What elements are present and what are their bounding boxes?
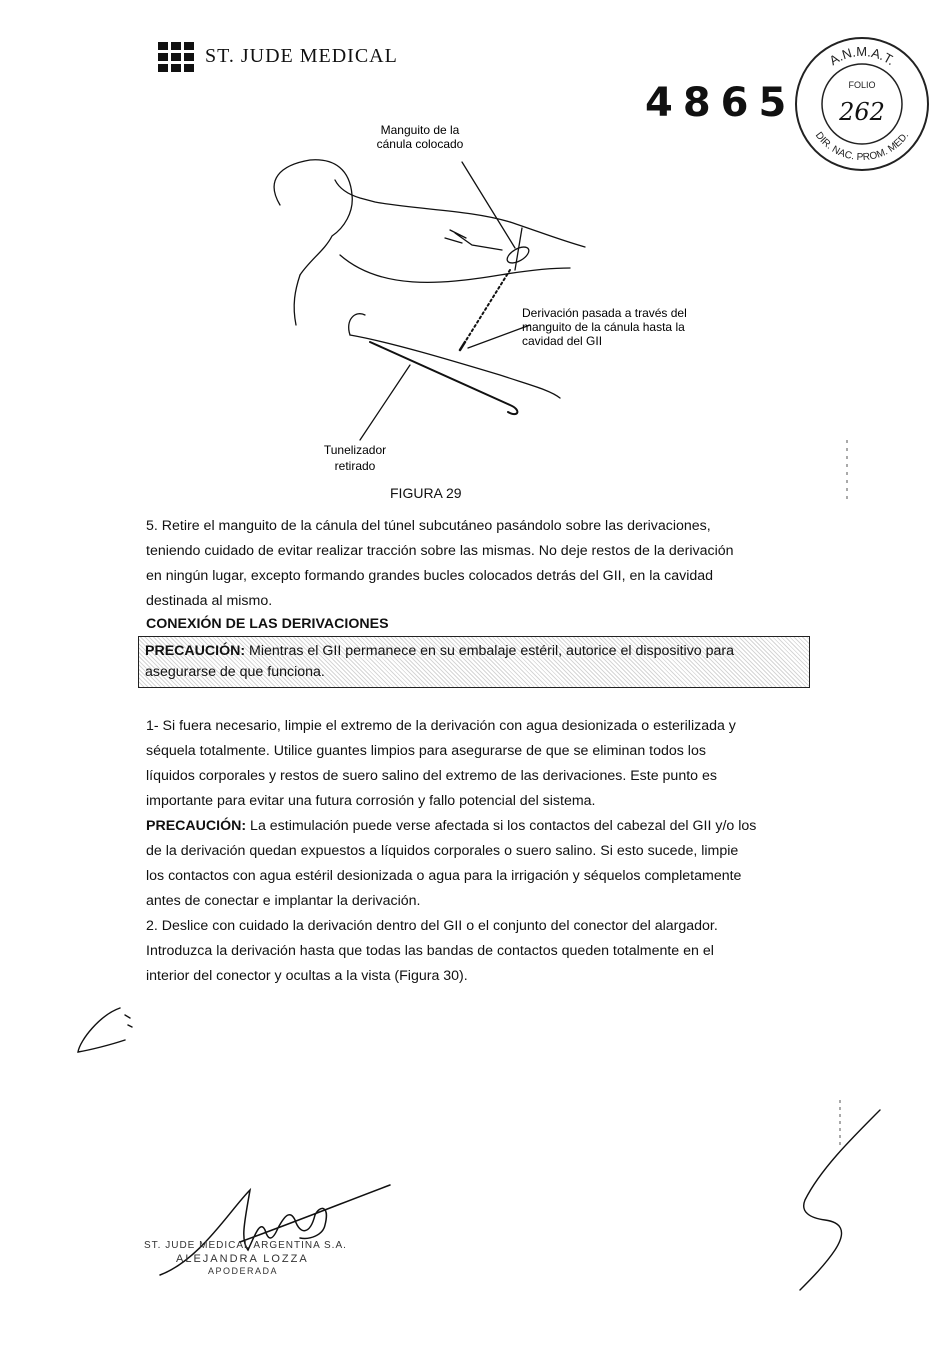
tunneler-rod bbox=[370, 342, 517, 414]
caution-text-line1: Mientras el GII permanece en su embalaje estéril, autorice el dispositivo para bbox=[245, 643, 735, 659]
stamp-folio-number: 262 bbox=[839, 98, 885, 126]
stamp-ring-text: A.N.M.A.T. bbox=[826, 43, 898, 69]
label-lead-line2: manguito de la cánula hasta la bbox=[522, 320, 685, 334]
step-2-line: 2. Deslice con cuidado la derivación dentro del GII o el conjunto del conector del alargador. bbox=[146, 918, 718, 934]
step-1-line: importante para evitar una futura corrosión y fallo potencial del sistema. bbox=[146, 793, 596, 809]
caution-2-line: de la derivación quedan expuestos a líquidos corporales o suero salino. Si esto sucede, limpie bbox=[146, 843, 739, 859]
step-5-paragraph bbox=[146, 514, 836, 614]
st-jude-logo-icon bbox=[158, 42, 194, 72]
leader-line-tunneler bbox=[360, 365, 410, 440]
leader-line-sleeve bbox=[462, 162, 515, 248]
handwritten-signature-right bbox=[780, 1100, 890, 1300]
label-tunneler-line1: Tunelizador bbox=[323, 443, 387, 457]
anmat-folio-stamp bbox=[792, 34, 932, 174]
patient-head-outline bbox=[274, 160, 352, 275]
section-heading: CONEXIÓN DE LAS DERIVACIONES bbox=[146, 616, 389, 632]
lead-dotted-path bbox=[465, 270, 510, 342]
figure-caption: FIGURA 29 bbox=[390, 485, 462, 501]
signature-stamp-title: APODERADA bbox=[208, 1266, 279, 1276]
label-lead-line3: cavidad del GII bbox=[522, 334, 603, 348]
document-number: 4865 bbox=[645, 80, 797, 126]
step-5-line: teniendo cuidado de evitar realizar tracción sobre las mismas. No deje restos de la derivación bbox=[146, 543, 734, 559]
margin-dash-marks bbox=[845, 440, 849, 500]
stamp-folio-label: FOLIO bbox=[848, 80, 876, 90]
caution-2-line: los contactos con agua estéril desionizada o agua para la irrigación y séquelos completamente bbox=[146, 868, 742, 884]
step-1-line: líquidos corporales y restos de suero salino del extremo de las derivaciones. Este punto es bbox=[146, 768, 717, 784]
step-2-line: interior del conector y ocultas a la vista (Figura 30). bbox=[146, 968, 468, 984]
signature-stamp-name: ALEJANDRA LOZZA bbox=[176, 1253, 309, 1265]
step-1-line: séquela totalmente. Utilice guantes limpios para asegurarse de que se eliminan todos los bbox=[146, 743, 706, 759]
step-5-line: destinada al mismo. bbox=[146, 593, 273, 609]
signature-stamp-block bbox=[140, 1180, 400, 1280]
label-sleeve-line2: cánula colocado bbox=[376, 137, 464, 151]
company-name: ST. JUDE MEDICAL bbox=[205, 45, 398, 67]
caution-2-label: PRECAUCIÓN: bbox=[146, 818, 247, 834]
stamp-bottom-text: DIR. NAC. PROM. MED. bbox=[812, 130, 912, 164]
handwritten-initial-left bbox=[70, 1000, 140, 1060]
caution-label: PRECAUCIÓN: bbox=[145, 643, 246, 659]
step-5-line: 5. Retire el manguito de la cánula del túnel subcutáneo pasándolo sobre las derivaciones, bbox=[146, 518, 711, 534]
label-tunneler-line2: retirado bbox=[334, 459, 376, 473]
caution-box bbox=[138, 636, 810, 688]
signature-stamp-company: ST. JUDE MEDICAL ARGENTINA S.A. bbox=[144, 1240, 347, 1251]
caution-text-line2: asegurarse de que funciona. bbox=[145, 664, 325, 680]
step-5-line: en ningún lugar, excepto formando grandes bucles colocados detrás del GII, en la cavidad bbox=[146, 568, 714, 584]
connection-instructions bbox=[146, 714, 836, 989]
step-2-line: Introduzca la derivación hasta que todas las bandas de contactos queden totalmente en el bbox=[146, 943, 714, 959]
label-sleeve-line1: Manguito de la bbox=[380, 123, 460, 137]
caution-2-line: antes de conectar e implantar la derivación. bbox=[146, 893, 421, 909]
label-lead-line1: Derivación pasada a través del bbox=[522, 306, 687, 320]
caution-2-line: La estimulación puede verse afectada si los contactos del cabezal del GII y/o los bbox=[246, 818, 757, 834]
figure-29-illustration bbox=[240, 110, 780, 480]
step-1-line: 1- Si fuera necesario, limpie el extremo de la derivación con agua desionizada o esterilizada y bbox=[146, 718, 736, 734]
svg-text:DIR. NAC. PROM. MED. bbox=[813, 130, 911, 163]
leader-line-lead bbox=[468, 325, 530, 348]
